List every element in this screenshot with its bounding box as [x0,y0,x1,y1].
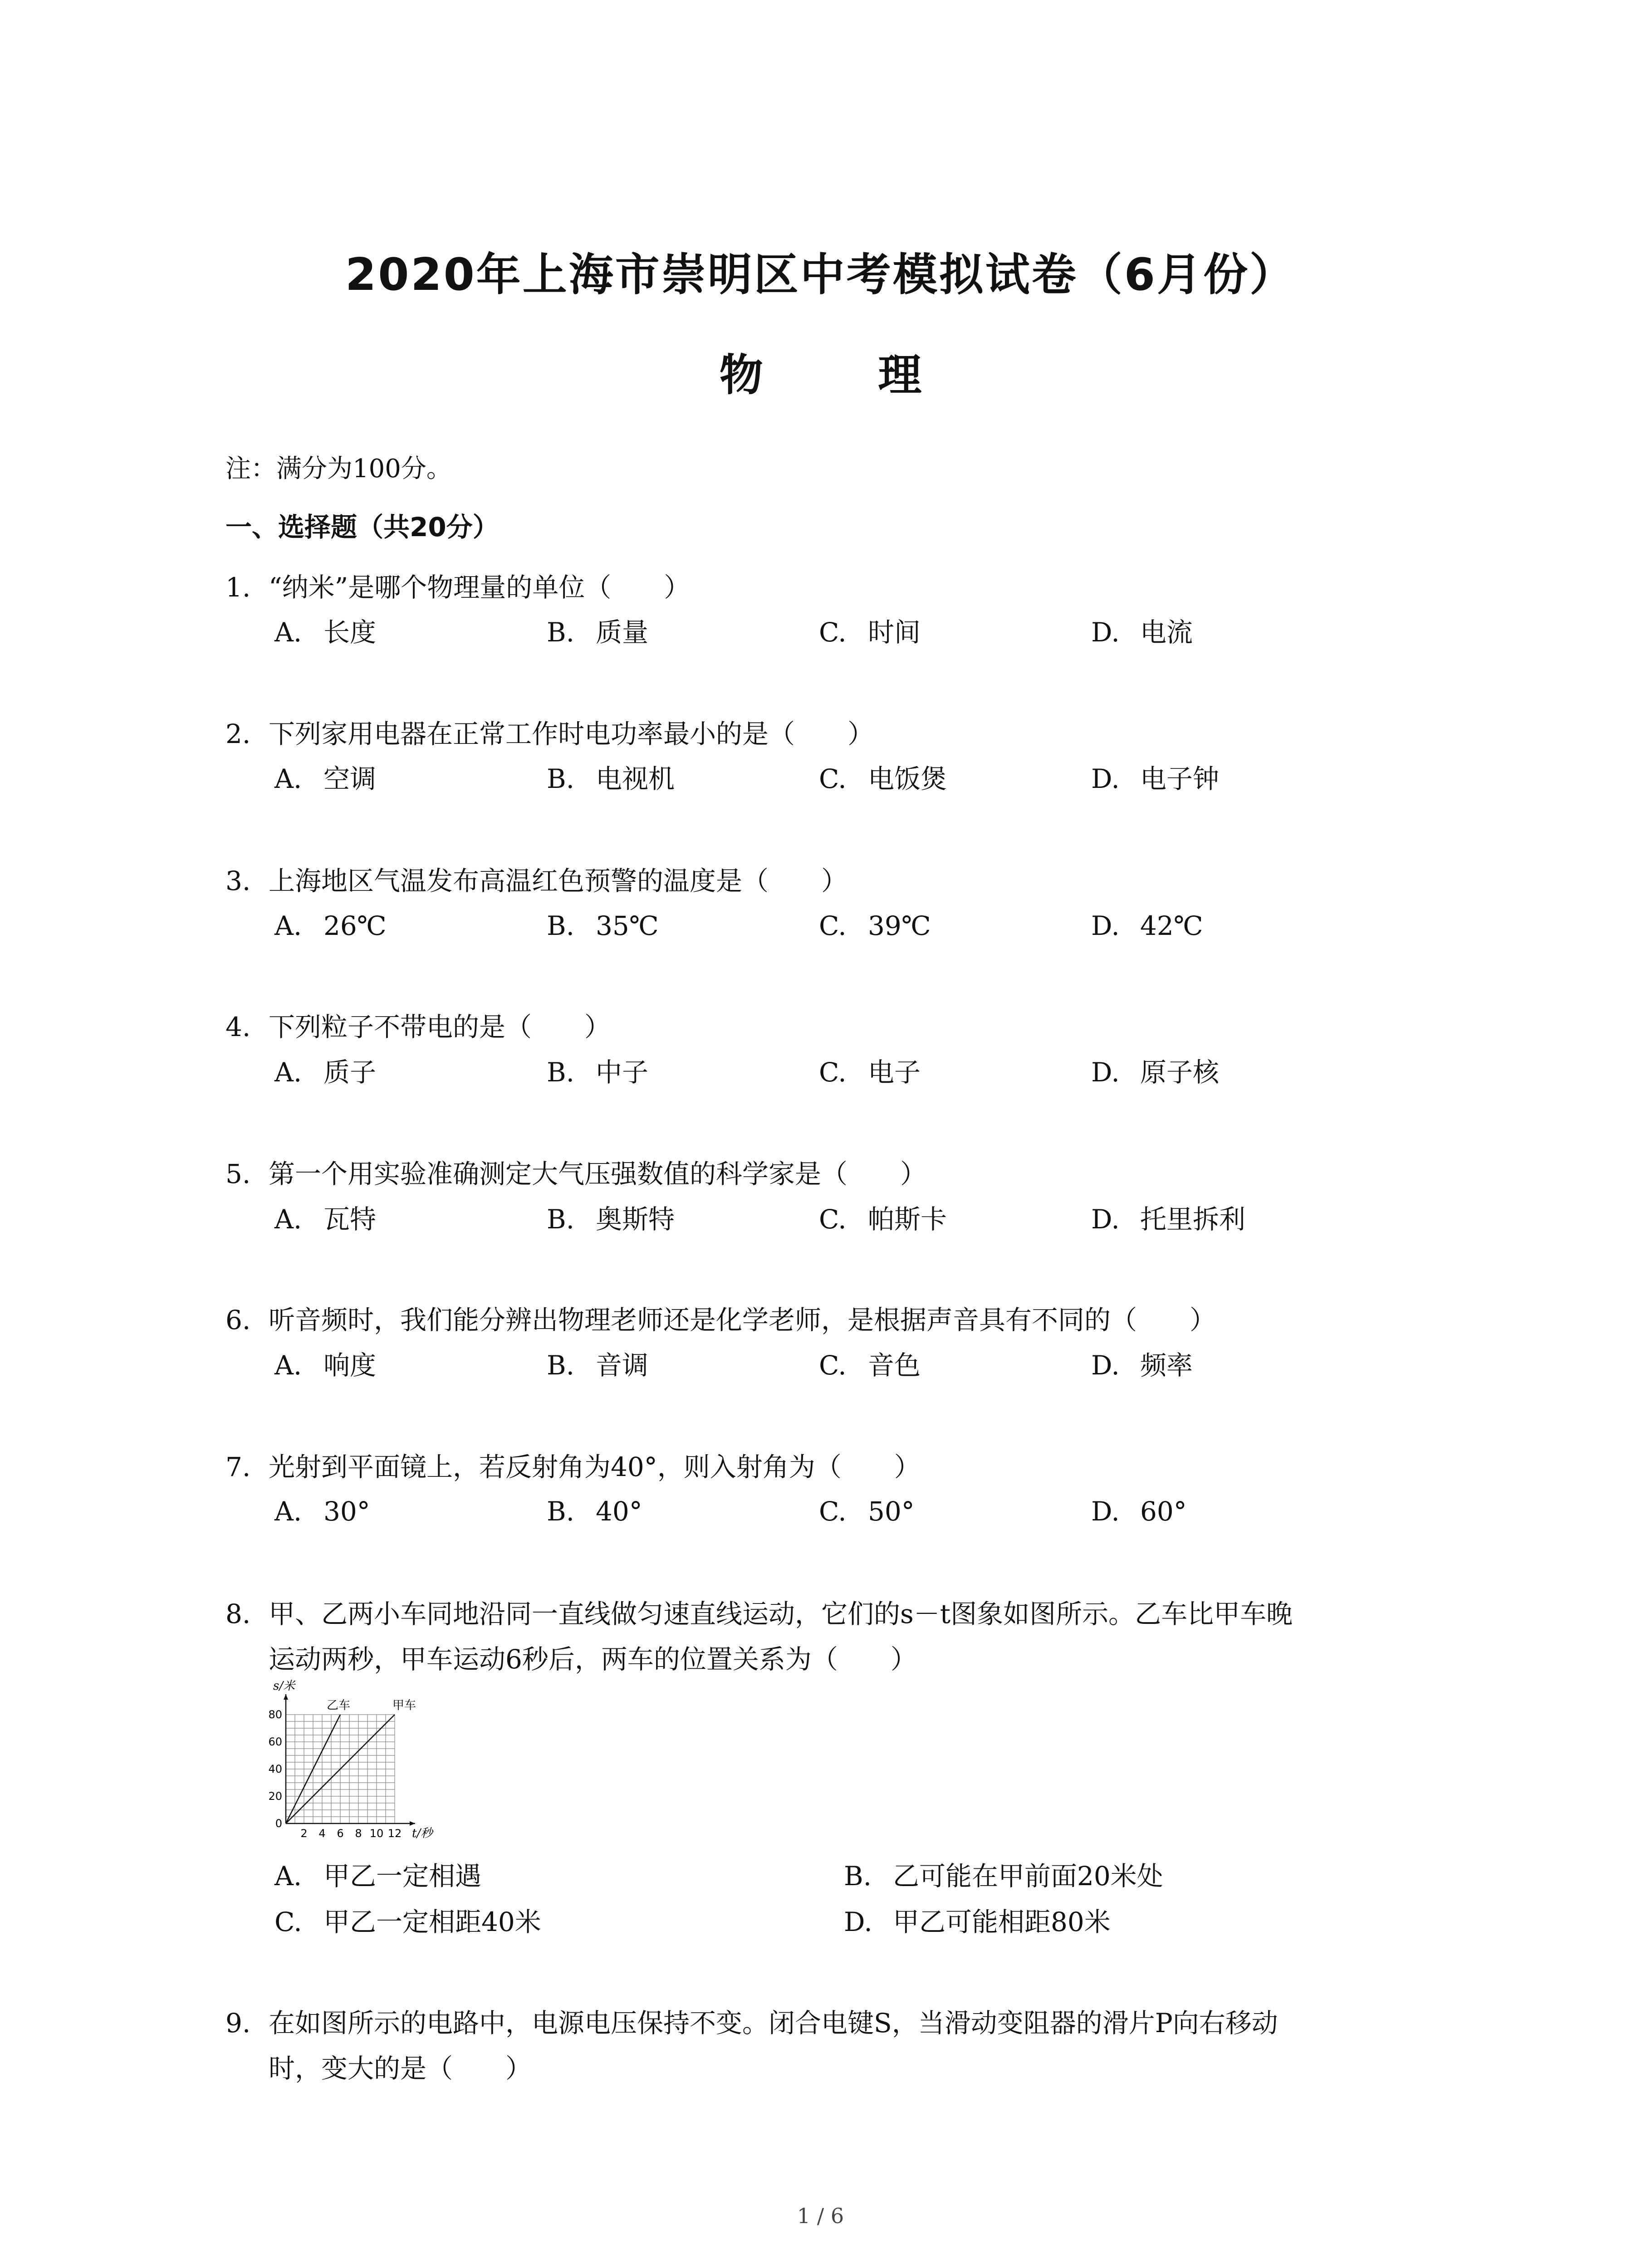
question-number: 3. [225,865,251,896]
option-4a [274,1057,376,1089]
option-5c [819,1204,947,1236]
option-text: 响度 [323,1350,377,1381]
y-tick-label: 40 [268,1763,282,1775]
option-text: 42℃ [1140,910,1203,941]
option-6a [274,1350,376,1382]
option-text: 托里拆利 [1140,1204,1246,1235]
question-4 [225,1004,611,1050]
question-stem-line-2: 运动两秒，甲车运动6秒后，两车的位置关系为（ ） [269,1644,917,1675]
x-tick-label: 12 [387,1827,402,1840]
option-4d [1091,1057,1219,1089]
y-tick-label: 60 [268,1735,282,1748]
series-label: 甲车 [392,1699,416,1712]
option-6b [547,1350,648,1382]
x-axis-label: t/秒 [412,1827,433,1840]
option-letter: C. [819,1496,847,1527]
question-stem: 第一个用实验准确测定大气压强数值的科学家是（ ） [269,1158,927,1189]
option-letter: C. [819,1350,847,1381]
option-text: 40° [596,1496,642,1527]
option-text: 30° [323,1496,370,1527]
question-number: 1. [225,572,251,603]
option-letter: D. [1091,1057,1120,1088]
option-letter: C. [819,617,847,648]
option-4b [547,1057,648,1089]
option-8b [844,1861,1163,1892]
option-text: 电子 [868,1057,921,1088]
option-text: 26℃ [323,910,387,941]
option-text: 音调 [596,1350,649,1381]
option-1a [274,617,376,649]
option-5a [274,1204,376,1236]
option-letter: C. [274,1906,302,1937]
option-letter: A. [274,910,302,941]
question-stem: 下列粒子不带电的是（ ） [269,1012,611,1042]
option-text: 奥斯特 [596,1204,675,1235]
option-4c [819,1057,921,1089]
option-text: 39℃ [868,910,931,941]
page-title: 2020年上海市崇明区中考模拟试卷（6月份） [345,249,1296,301]
option-text: 电子钟 [1140,763,1220,794]
option-letter: C. [819,1057,847,1088]
option-6d [1091,1350,1193,1382]
option-2d [1091,763,1219,795]
option-letter: A. [274,763,302,794]
option-5b [547,1204,675,1236]
y-axis-arrow [284,1694,288,1700]
option-text: 质量 [596,617,649,648]
option-2c [819,763,947,795]
question-stem-line-2: 时，变大的是（ ） [269,2053,532,2084]
option-letter: B. [547,910,575,941]
question-2 [225,711,874,757]
question-stem: 上海地区气温发布高温红色预警的温度是（ ） [269,865,848,896]
st-graph-svg [254,1679,481,1860]
option-letter: D. [1091,617,1120,648]
option-text: 乙可能在甲前面20米处 [893,1861,1163,1892]
question-3 [225,858,847,904]
option-text: 中子 [596,1057,649,1088]
option-text: 频率 [1140,1350,1193,1381]
option-letter: A. [274,1861,302,1892]
x-tick-label: 6 [337,1827,344,1840]
option-3b [547,910,659,942]
option-letter: B. [547,1496,575,1527]
question-stem: 光射到平面镜上，若反射角为40°，则入射角为（ ） [269,1452,921,1482]
question-stem: 下列家用电器在正常工作时电功率最小的是（ ） [269,719,874,749]
option-text: 60° [1140,1496,1187,1527]
option-7a [274,1496,370,1528]
option-letter: B. [547,763,575,794]
question-stem-line-1: 在如图所示的电路中，电源电压保持不变。闭合电键S，当滑动变阻器的滑片P向右移动 [269,2008,1278,2038]
question-5 [225,1151,926,1197]
option-letter: B. [547,1204,575,1235]
question-number: 8. [225,1598,251,1629]
option-text: 电视机 [596,763,675,794]
option-1d [1091,617,1193,649]
question-number: 5. [225,1158,251,1189]
question-number: 2. [225,719,251,749]
page-number: 1 / 6 [797,2204,844,2228]
y-tick-label: 80 [268,1708,282,1721]
option-text: 帕斯卡 [868,1204,947,1235]
question-6 [225,1297,1216,1343]
option-8c [274,1906,541,1938]
option-letter: C. [819,763,847,794]
option-letter: A. [274,1204,302,1235]
question-7 [225,1444,921,1490]
option-text: 瓦特 [323,1204,377,1235]
question-number: 6. [225,1305,251,1335]
x-tick-label: 10 [369,1827,384,1840]
question-stem: 听音频时，我们能分辨出物理老师还是化学老师，是根据声音具有不同的（ ） [269,1305,1216,1335]
option-text: 甲乙一定相距40米 [323,1906,541,1937]
option-7c [819,1496,915,1528]
question-8 [225,1591,1460,1682]
y-axis-label: s/米 [273,1679,295,1693]
option-letter: A. [274,1350,302,1381]
option-letter: D. [1091,1350,1120,1381]
option-1c [819,617,921,649]
option-letter: A. [274,617,302,648]
option-letter: A. [274,1496,302,1527]
option-8a [274,1861,481,1892]
st-graph [254,1679,481,1860]
option-letter: C. [819,910,847,941]
subject-title: 物 理 [719,350,972,401]
option-letter: D. [1091,910,1120,941]
x-tick-label: 8 [355,1827,362,1840]
section-heading: 一、选择题（共20分） [225,512,499,543]
option-letter: B. [547,1350,575,1381]
option-3d [1091,910,1203,942]
option-text: 甲乙一定相遇 [323,1861,482,1892]
option-2b [547,763,675,795]
question-number: 9. [225,2008,251,2038]
option-3a [274,910,387,942]
option-text: 50° [868,1496,915,1527]
option-letter: A. [274,1057,302,1088]
score-note: 注：满分为100分。 [225,454,452,484]
option-letter: D. [844,1906,872,1937]
option-text: 空调 [323,763,377,794]
option-text: 35℃ [596,910,659,941]
option-text: 时间 [868,617,921,648]
series-label: 乙车 [327,1699,351,1712]
option-text: 甲乙可能相距80米 [893,1906,1111,1937]
option-5d [1091,1204,1245,1236]
option-text: 长度 [323,617,377,648]
option-7b [547,1496,642,1528]
x-tick-label: 4 [318,1827,326,1840]
option-7d [1091,1496,1187,1528]
option-text: 电饭煲 [868,763,947,794]
option-text: 原子核 [1140,1057,1220,1088]
question-stem-line-1: 甲、乙两小车同地沿同一直线做匀速直线运动，它们的s－t图象如图所示。乙车比甲车晚 [269,1598,1293,1629]
question-stem: “纳米”是哪个物理量的单位（ ） [269,572,691,603]
question-number: 7. [225,1452,251,1482]
option-letter: B. [547,1057,575,1088]
option-letter: B. [547,617,575,648]
option-letter: B. [844,1861,872,1892]
y-tick-label: 0 [275,1817,282,1830]
option-8d [844,1906,1111,1938]
option-letter: C. [819,1204,847,1235]
question-number: 4. [225,1012,251,1042]
option-2a [274,763,376,795]
x-axis-arrow [410,1821,415,1826]
option-1b [547,617,648,649]
option-text: 音色 [868,1350,921,1381]
option-letter: D. [1091,1204,1120,1235]
y-tick-label: 20 [268,1790,282,1803]
option-letter: D. [1091,763,1120,794]
option-letter: D. [1091,1496,1120,1527]
option-text: 电流 [1140,617,1193,648]
question-1 [225,565,690,610]
x-tick-label: 2 [300,1827,308,1840]
question-9 [225,2000,1460,2091]
option-text: 质子 [323,1057,377,1088]
option-3c [819,910,931,942]
option-6c [819,1350,921,1382]
